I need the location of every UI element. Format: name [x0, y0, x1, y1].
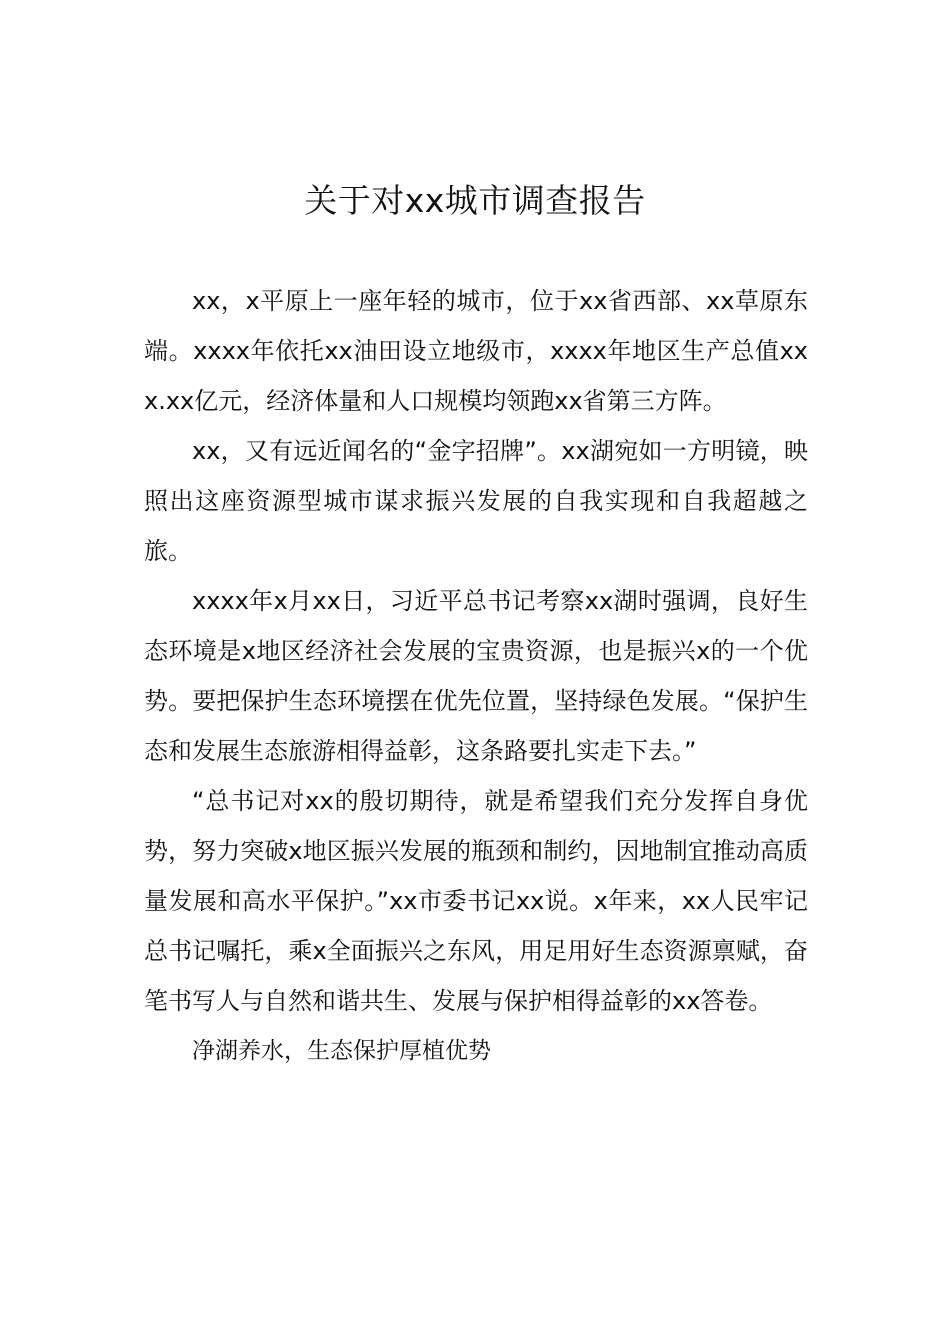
document-title: 关于对xx城市调查报告: [304, 181, 646, 220]
paragraph-2: xx，又有远近闻名的“金字招牌”。xx湖宛如一方明镜，映照出这座资源型城市谋求振兴发展的自我实现和自我超越之旅。: [144, 437, 808, 565]
section-heading: 净湖养水，生态保护厚植优势: [192, 1038, 491, 1064]
paragraph-4: “总书记对xx的殷切期待，就是希望我们充分发挥自身优势，努力突破x地区振兴发展的瓶颈和制约，因地制宜推动高质量发展和高水平保护。”xx市委书记xx说。x年来，xx人民牢记总书记嘱托，乘x全面振兴之东风，用足用好生态资源禀赋，奋笔书写人与自然和谐共生、发展与保护相得益彰的xx答卷。: [144, 787, 808, 1015]
document-body: [144, 276, 808, 1076]
paragraph-1: xx，x平原上一座年轻的城市，位于xx省西部、xx草原东端。xxxx年依托xx油田设立地级市，xxxx年地区生产总值xxx.xx亿元，经济体量和人口规模均领跑xx省第三方阵。: [144, 287, 808, 415]
paragraph-3: xxxx年x月xx日，习近平总书记考察xx湖时强调，良好生态环境是x地区经济社会发展的宝贵资源，也是振兴x的一个优势。要把保护生态环境摆在优先位置，坚持绿色发展。“保护生态和发展生态旅游相得益彰，这条路要扎实走下去。”: [144, 587, 808, 765]
